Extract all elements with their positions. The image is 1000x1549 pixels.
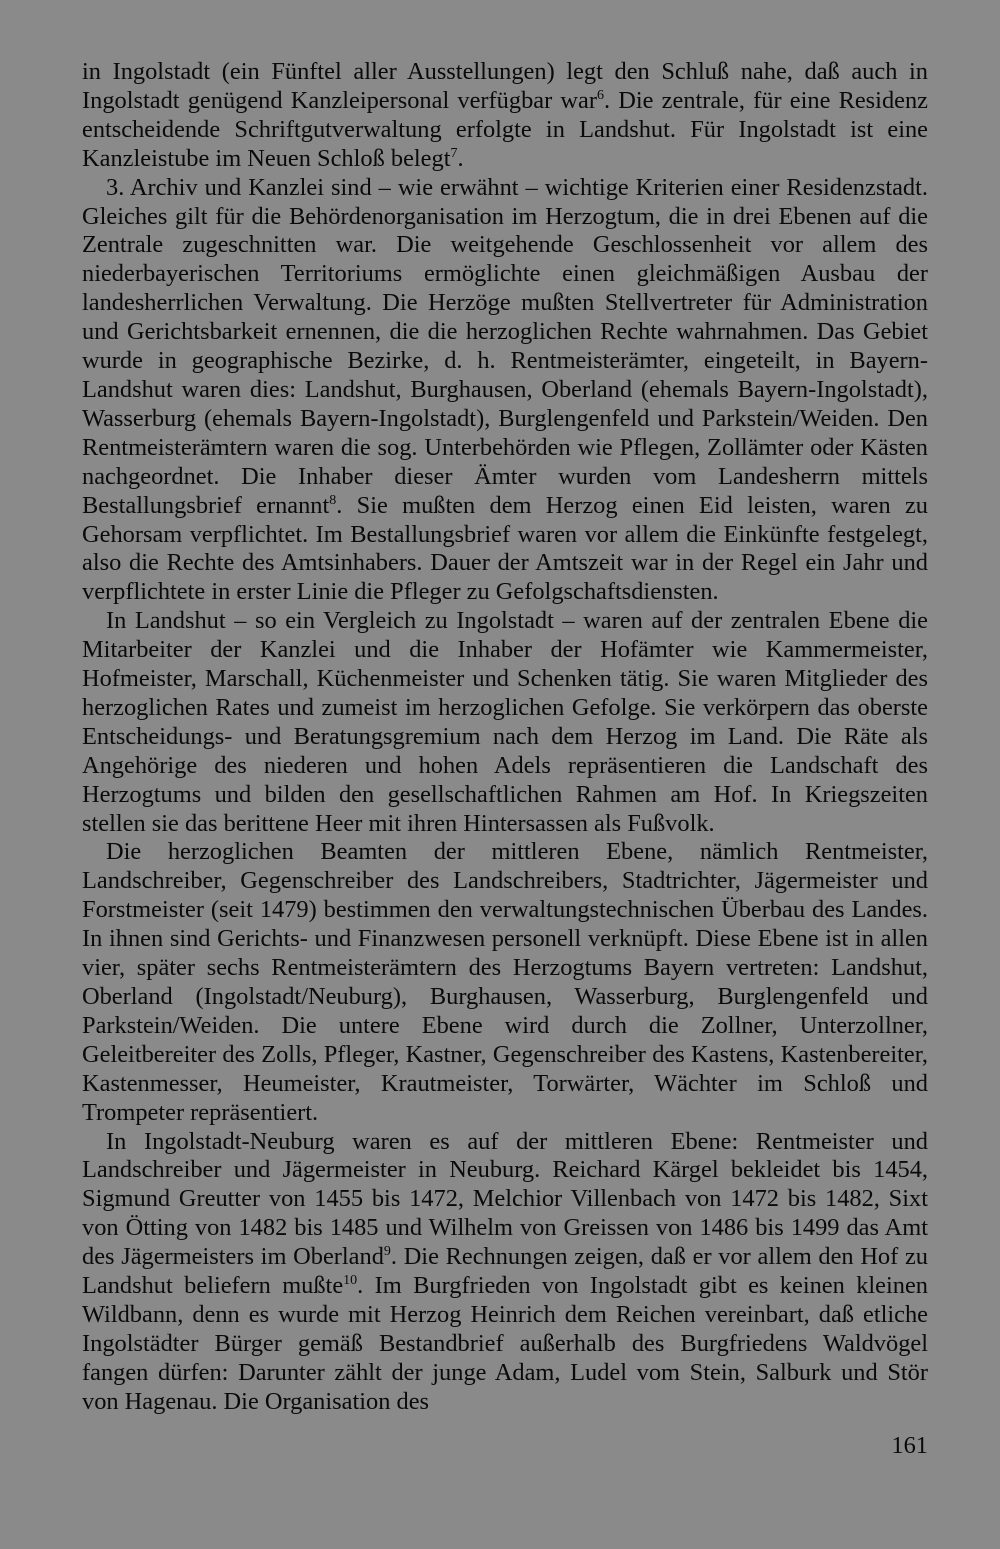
paragraph: [82, 1128, 928, 1417]
footnote-marker: 9: [383, 1244, 391, 1260]
page-number: 161: [891, 1432, 928, 1459]
footnote-marker: 7: [450, 145, 458, 161]
paragraph-text: In Landshut – so ein Vergleich zu Ingolstadt – waren auf der zentralen Ebene die Mitarbeiter der Kanzlei und die Inhaber der Hofämter wie Kammermeister, Hofmeister, Marschall, Küchenmeister und Schenken tätig. Sie waren Mitglieder des herzoglichen Rates und zumeist im herzoglichen Gefolge. Sie verkörpern das oberste Entscheidungs- und Beratungsgremium nach dem Herzog im Land. Die Räte als Angehörige des niederen und hohen Adels repräsentieren die Landschaft des Herzogtums und bilden den gesellschaftlichen Rahmen am Hof. In Kriegszeiten stellen sie das berittene Heer mit ihren Hintersassen als Fußvolk.: [82, 607, 928, 837]
paragraph-text: Die herzoglichen Beamten der mittleren Ebene, nämlich Rentmeister, Landschreiber, Gegenschreiber des Landschreibers, Stadtrichter, Jägermeister und Forstmeister (seit 1479) bestimmen den verwaltungstechnischen Überbau des Landes. In ihnen sind Gerichts- und Finanzwesen personell verknüpft. Diese Ebene ist in allen vier, später sechs Rentmeisterämtern des Herzogtums Bayern vertreten: Landshut, Oberland (Ingolstadt/Neuburg), Burghausen, Wasserburg, Burglengenfeld und Parkstein/Weiden. Die untere Ebene wird durch die Zollner, Unterzollner, Geleitbereiter des Zolls, Pfleger, Kastner, Gegenschreiber des Kastens, Kastenbereiter, Kastenmesser, Heumeister, Krautmeister, Torwärter, Wächter im Schloß und Trompeter repräsentiert.: [82, 838, 928, 1126]
page-body: [82, 58, 928, 1417]
footnote-marker: 6: [596, 87, 604, 103]
paragraph-text: . Die Rechnungen zeigen, daß er vor allem den Hof zu Landshut beliefern mußte: [82, 1243, 928, 1300]
paragraph-text: . Die zentrale, für eine Residenz entscheidende Schriftgutverwaltung erfolgte in Landshut. Für Ingolstadt ist eine Kanzleistube im Neuen Schloß belegt: [82, 86, 928, 172]
paragraph: [82, 838, 928, 1127]
paragraph: [82, 607, 928, 838]
paragraph-text: . Im Burgfrieden von Ingolstadt gibt es keinen kleinen Wildbann, denn es wurde mit Herzog Heinrich dem Reichen vereinbart, daß etliche Ingolstädter Bürger gemäß Bestandbrief außerhalb des Burgfriedens Waldvögel fangen dürfen: Darunter zählt der junge Adam, Ludel vom Stein, Salburk und Stör von Hagenau. Die Organisation des: [82, 1272, 928, 1415]
paragraph-text: 3. Archiv und Kanzlei sind – wie erwähnt – wichtige Kriterien einer Residenzstadt. Gleiches gilt für die Behördenorganisation im Herzogtum, die in drei Ebenen auf die Zentrale zugeschnitten war. Die weitgehende Geschlossenheit vor allem des niederbayerischen Territoriums ermöglichte einen gleichmäßigen Ausbau der landesherrlichen Verwaltung. Die Herzöge mußten Stellvertreter für Administration und Gerichtsbarkeit ernennen, die die herzoglichen Rechte wahrnahmen. Das Gebiet wurde in geographische Bezirke, d. h. Rentmeisterämter, eingeteilt, in Bayern-Landshut waren dies: Landshut, Burghausen, Oberland (ehemals Bayern-Ingolstadt), Wasserburg (ehemals Bayern-Ingolstadt), Burglengenfeld und Parkstein/Weiden. Den Rentmeisterämtern waren die sog. Unterbehörden wie Pflegen, Zollämter oder Kästen nachgeordnet. Die Inhaber dieser Ämter wurden vom Landesherrn mittels Bestallungsbrief ernannt: [82, 173, 928, 519]
paragraph-text: . Sie mußten dem Herzog einen Eid leisten, waren zu Gehorsam verpflichtet. Im Bestallungsbrief waren vor allem die Einkünfte festgelegt, also die Rechte des Amtsinhabers. Dauer der Amtszeit war in der Regel ein Jahr und verpflichtete in erster Linie die Pfleger zu Gefolgschaftsdiensten.: [82, 491, 928, 606]
paragraph-text: In Ingolstadt-Neuburg waren es auf der mittleren Ebene: Rentmeister und Landschreiber und Jägermeister in Neuburg. Reichard Kärgel bekleidet bis 1454, Sigmund Greutter von 1455 bis 1472, Melchior Villenbach von 1472 bis 1482, Sixt von Ötting von 1482 bis 1485 und Wilhelm von Greissen von 1486 bis 1499 das Amt des Jägermeisters im Oberland: [82, 1127, 928, 1271]
paragraph: [82, 174, 928, 608]
paragraph-text: in Ingolstadt (ein Fünftel aller Ausstellungen) legt den Schluß nahe, daß auch in Ingolstadt genügend Kanzleipersonal verfügbar war: [82, 58, 928, 114]
footnote-marker: 10: [343, 1273, 358, 1289]
footnote-marker: 8: [329, 492, 337, 508]
paragraph-text: .: [457, 144, 464, 172]
paragraph: [82, 58, 928, 174]
